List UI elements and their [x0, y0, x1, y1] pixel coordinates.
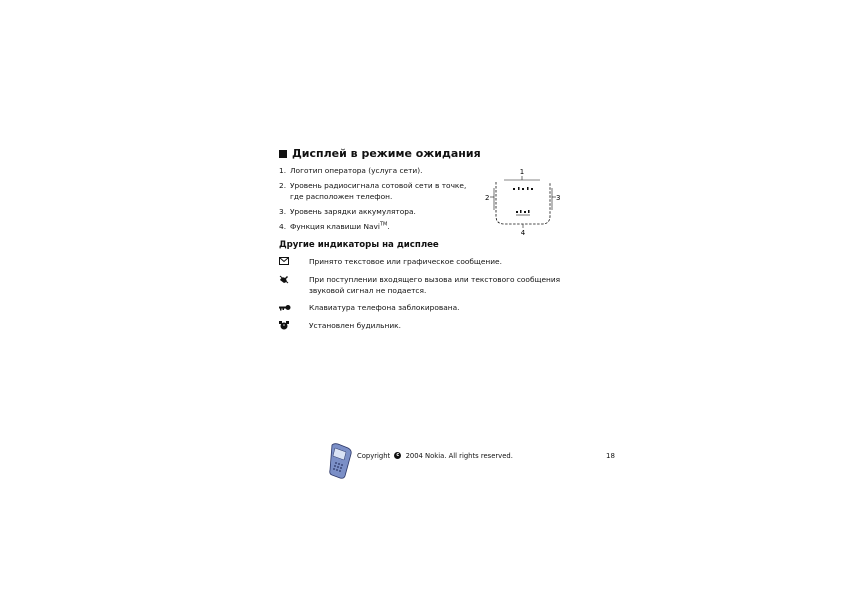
list-item	[279, 221, 474, 232]
key-lock-icon	[279, 302, 309, 314]
other-indicators-heading: Другие индикаторы на дисплее	[279, 240, 439, 250]
indicator-list	[279, 256, 569, 339]
indicator-item	[279, 274, 569, 296]
display-elements-list	[279, 165, 474, 236]
diagram-label-top: 1	[519, 168, 525, 176]
silent-ring-icon	[279, 274, 309, 296]
list-item-number: 4.	[279, 222, 287, 231]
envelope-icon	[279, 256, 309, 268]
section-title-text: Дисплей в режиме ожидания	[292, 147, 481, 160]
section-title	[279, 147, 481, 160]
list-item-number: 1.	[279, 166, 287, 175]
trademark-sup: TM	[379, 221, 388, 228]
phone-illustration-icon	[328, 443, 354, 479]
indicator-text: Установлен будильник.	[309, 321, 401, 330]
list-item-text: Уровень зарядки аккумулятора.	[290, 207, 416, 216]
navi-text: Функция клавиши Navi	[290, 222, 380, 231]
indicator-text: Клавиатура телефона заблокирована.	[309, 303, 460, 312]
list-item-text: Логотип оператора (услуга сети).	[290, 166, 423, 175]
list-item-number: 3.	[279, 207, 287, 216]
navi-function-marks	[516, 210, 530, 213]
list-item	[279, 180, 474, 202]
diagram-label-left: 2	[485, 194, 490, 202]
indicator-item	[279, 302, 569, 314]
diagram-label-bottom: 4	[520, 229, 526, 236]
copyright-rest: 2004 Nokia. All rights reserved.	[405, 452, 513, 460]
list-item-text: Уровень радиосигнала сотовой сети в точке, где расположен телефон.	[290, 181, 467, 201]
indicator-item	[279, 256, 569, 268]
list-item	[279, 206, 474, 217]
copyright-prefix: Copyright	[357, 452, 391, 460]
list-item-number: 2.	[279, 181, 287, 190]
list-item-text	[290, 221, 390, 232]
page-number: 18	[606, 452, 615, 460]
footer-copyright	[357, 452, 513, 460]
indicator-text: Принято текстовое или графическое сообщение.	[309, 257, 502, 266]
indicator-item	[279, 320, 569, 333]
diagram-label-right: 3	[556, 194, 561, 202]
list-item	[279, 165, 474, 176]
indicator-text: При поступлении входящего вызова или текстового сообщения звуковой сигнал не подается.	[309, 275, 561, 295]
square-bullet-icon	[279, 150, 287, 158]
copyright-symbol-icon: c	[394, 452, 401, 459]
standby-display-diagram	[482, 166, 564, 236]
alarm-clock-icon	[279, 320, 309, 333]
operator-logo-marks	[513, 187, 533, 190]
navi-suffix: .	[387, 222, 390, 231]
